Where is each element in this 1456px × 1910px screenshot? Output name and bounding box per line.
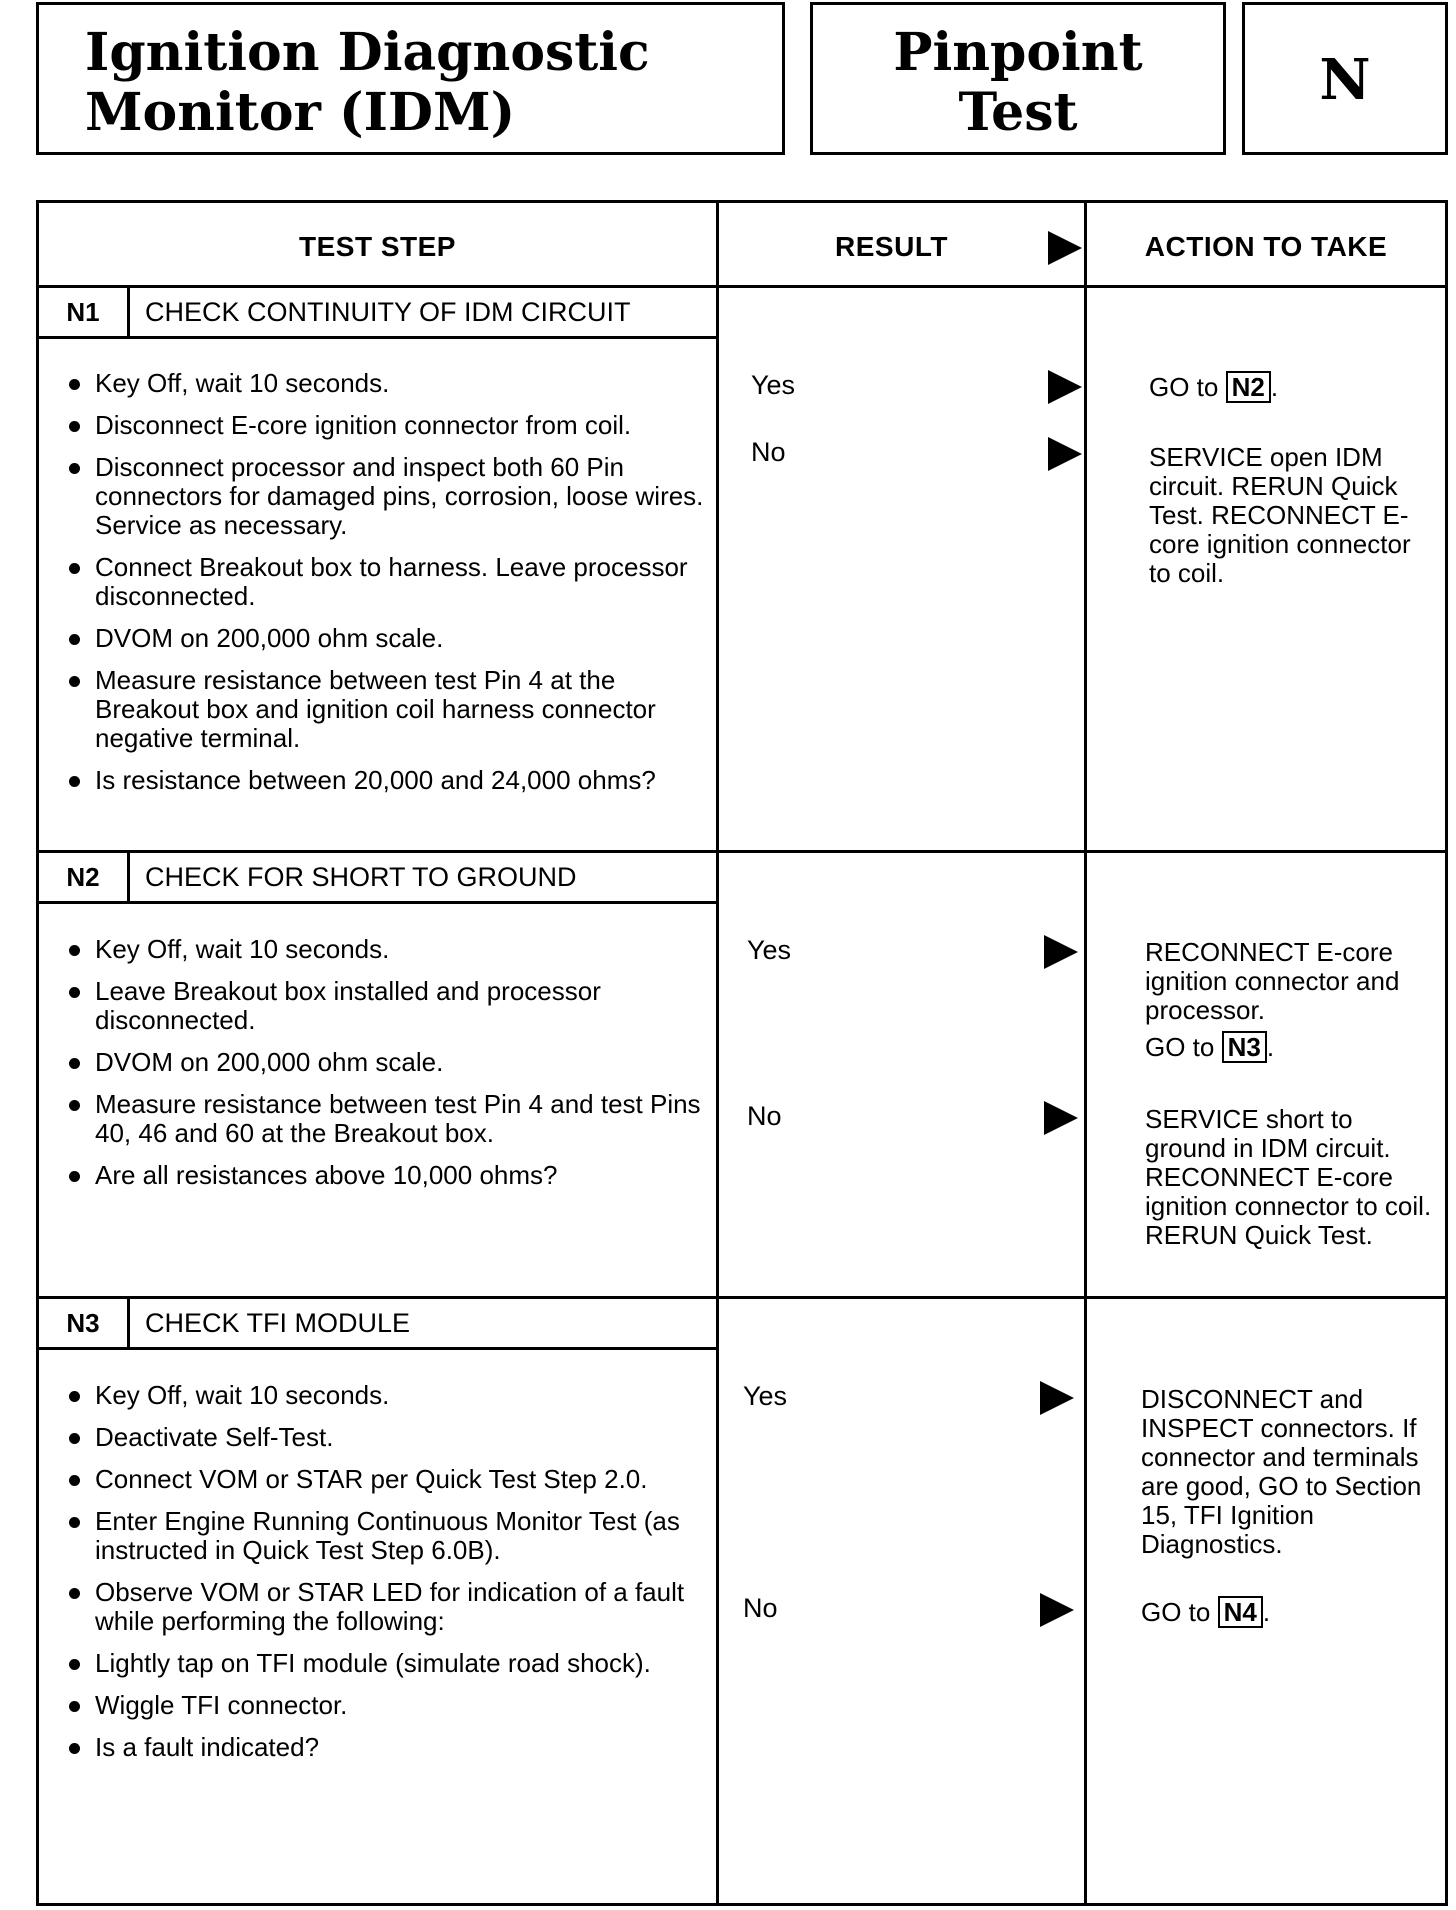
action-suffix: . <box>1270 372 1279 402</box>
result-arrow-icon <box>1044 935 1078 969</box>
result-arrow-icon <box>1040 1593 1074 1627</box>
pinpoint-test-label <box>813 23 1223 143</box>
test-letter-box <box>1242 2 1448 155</box>
step-n1-action-yes <box>1149 371 1439 403</box>
list-item: Key Off, wait 10 seconds. <box>67 1381 707 1410</box>
action-text: GO to <box>1145 1032 1215 1062</box>
list-item: Deactivate Self-Test. <box>67 1423 707 1452</box>
list-item: Key Off, wait 10 seconds. <box>67 369 707 398</box>
list-item: Is a fault indicated? <box>67 1733 707 1762</box>
step-n3-header-underline <box>39 1347 717 1350</box>
step-n1-id-divider <box>127 288 130 336</box>
result-arrow-icon <box>1044 1101 1078 1135</box>
list-item: Enter Engine Running Continuous Monitor Test (as instructed in Quick Test Step 6.0B). <box>67 1507 707 1565</box>
action-text: GO to <box>1141 1597 1211 1627</box>
column-divider-result <box>716 203 719 1903</box>
pinpoint-line-1: Pinpoint <box>893 22 1143 83</box>
step-n3-result-yes: Yes <box>743 1381 788 1411</box>
action-goto <box>1145 1031 1435 1063</box>
pinpoint-line-2: Test <box>958 82 1078 143</box>
result-arrow-icon <box>1040 1381 1074 1415</box>
step-n3-id: N3 <box>66 1308 100 1338</box>
step-n1-header-underline <box>39 336 717 339</box>
list-item: Connect Breakout box to harness. Leave processor disconnected. <box>67 553 707 611</box>
step-n2-result-no: No <box>747 1101 782 1131</box>
step-n1-result-yes: Yes <box>751 370 796 400</box>
header-result: RESULT <box>835 231 948 262</box>
step-n2-instructions <box>67 935 707 1203</box>
list-item: Wiggle TFI connector. <box>67 1691 707 1720</box>
step-n3-action-yes: DISCONNECT and INSPECT connectors. If connector and terminals are good, GO to Section 15, TFI Ignition Diagnostics. <box>1141 1384 1422 1559</box>
step-n1-instructions <box>67 369 707 808</box>
title-line-2: Monitor (IDM) <box>85 82 516 143</box>
step-ref-n3[interactable]: N3 <box>1222 1031 1267 1063</box>
step-n3-header <box>39 1299 717 1347</box>
step-ref-n4[interactable]: N4 <box>1218 1596 1263 1628</box>
step-n2-action-yes <box>1145 938 1435 1063</box>
result-arrow-icon <box>1048 437 1082 471</box>
result-arrow-icon <box>1048 370 1082 404</box>
step-n3-title: CHECK TFI MODULE <box>145 1308 411 1338</box>
header-arrow-icon <box>1048 231 1082 265</box>
step-n2-id-divider <box>127 853 130 901</box>
step-ref-n2[interactable]: N2 <box>1226 371 1271 403</box>
step-n1-result-no: No <box>751 437 786 467</box>
list-item: Measure resistance between test Pin 4 and test Pins 40, 46 and 60 at the Breakout box. <box>67 1090 707 1148</box>
step-n2-header-underline <box>39 901 717 904</box>
header-action: ACTION TO TAKE <box>1144 231 1388 262</box>
list-item: Lightly tap on TFI module (simulate road shock). <box>67 1649 707 1678</box>
list-item: Are all resistances above 10,000 ohms? <box>67 1161 707 1190</box>
list-item: DVOM on 200,000 ohm scale. <box>67 1048 707 1077</box>
list-item: Leave Breakout box installed and processor disconnected. <box>67 977 707 1035</box>
action-text: GO to <box>1149 372 1219 402</box>
header-test-step: TEST STEP <box>299 231 456 262</box>
step-n2-header <box>39 853 717 901</box>
action-suffix: . <box>1262 1597 1271 1627</box>
step-n2-id: N2 <box>66 862 100 892</box>
list-item: Is resistance between 20,000 and 24,000 ohms? <box>67 766 707 795</box>
step-n3-instructions <box>67 1381 707 1775</box>
step-n1-action-no: SERVICE open IDM circuit. RERUN Quick Test. RECONNECT E-core ignition connector to coil. <box>1149 442 1411 588</box>
list-item: Observe VOM or STAR LED for indication of a fault while performing the following: <box>67 1578 707 1636</box>
step-n2-action-no: SERVICE short to ground in IDM circuit. RECONNECT E-core ignition connector to coil. RERUN Quick Test. <box>1145 1104 1432 1250</box>
page-title <box>85 23 650 143</box>
pinpoint-table <box>36 200 1448 1906</box>
step-n3-id-divider <box>127 1299 130 1347</box>
step-n2-title: CHECK FOR SHORT TO GROUND <box>145 862 577 892</box>
list-item: Disconnect processor and inspect both 60 Pin connectors for damaged pins, corrosion, loose wires. Service as necessary. <box>67 453 707 540</box>
list-item: Measure resistance between test Pin 4 at the Breakout box and ignition coil harness connector negative terminal. <box>67 666 707 753</box>
step-n1-header <box>39 288 717 336</box>
list-item: Key Off, wait 10 seconds. <box>67 935 707 964</box>
action-suffix: . <box>1266 1032 1275 1062</box>
pinpoint-test-box <box>810 2 1226 155</box>
column-divider-action <box>1084 203 1087 1903</box>
list-item: Connect VOM or STAR per Quick Test Step 2.0. <box>67 1465 707 1494</box>
title-line-1: Ignition Diagnostic <box>85 22 650 83</box>
test-letter: N <box>1319 47 1371 113</box>
title-box <box>36 2 785 155</box>
step-n2-result-yes: Yes <box>747 935 792 965</box>
step-n1-title: CHECK CONTINUITY OF IDM CIRCUIT <box>145 297 631 327</box>
step-n1-id: N1 <box>66 297 100 327</box>
step-n3-result-no: No <box>743 1593 778 1623</box>
action-text: RECONNECT E-core ignition connector and processor. <box>1145 937 1400 1025</box>
list-item: Disconnect E-core ignition connector from coil. <box>67 411 707 440</box>
list-item: DVOM on 200,000 ohm scale. <box>67 624 707 653</box>
step-n3-action-no <box>1141 1596 1431 1628</box>
